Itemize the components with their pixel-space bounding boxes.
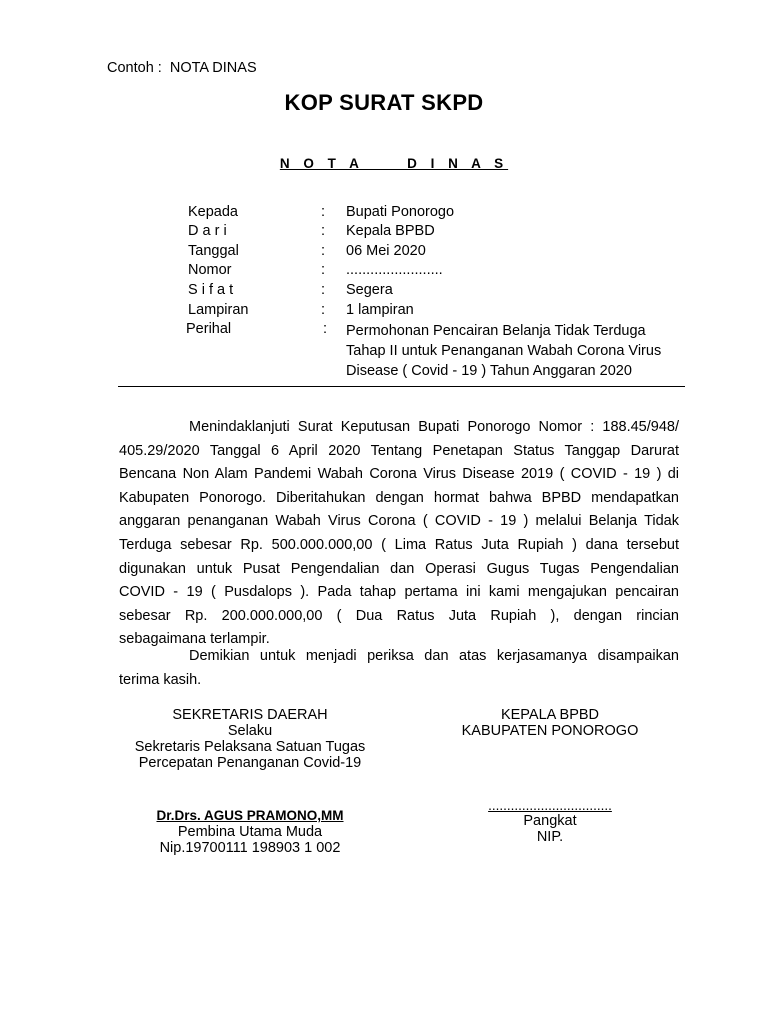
meta-colon: : <box>321 223 326 239</box>
meta-row-tanggal <box>0 243 768 263</box>
example-label: Contoh : NOTA DINAS <box>107 60 257 76</box>
signature-block-left <box>110 707 390 771</box>
meta-row-nomor <box>0 262 768 282</box>
meta-label: Kepada <box>188 204 238 220</box>
signatory-nip: Nip.19700111 198903 1 002 <box>159 840 341 856</box>
signatory-name: Dr.Drs. AGUS PRAMONO,MM <box>156 808 344 823</box>
signature-title-line: KABUPATEN PONOROGO <box>461 723 639 739</box>
meta-colon: : <box>321 302 326 318</box>
document-title <box>0 156 768 171</box>
body-paragraph-2 <box>119 645 679 692</box>
meta-label: D a r i <box>188 223 227 239</box>
body-paragraph-1 <box>119 416 679 652</box>
meta-label-perihal: Perihal <box>186 321 232 337</box>
paragraph-line: anggaran penanganan Wabah Virus Corona ( COVID - 19 ) melalui Belanja Tidak <box>119 513 679 530</box>
paragraph-line: COVID - 19 ( Pusdalops ). Pada tahap pertama ini kami mengajukan pencairan <box>119 584 679 601</box>
signature-block-right <box>410 707 690 739</box>
horizontal-divider <box>118 386 685 387</box>
meta-colon: : <box>323 321 328 337</box>
signatory-name-placeholder: ................................. <box>488 798 612 813</box>
perihal-line: Disease ( Covid - 19 ) Tahun Anggaran 2020 <box>346 363 632 379</box>
perihal-line: Permohonan Pencairan Belanja Tidak Terduga <box>346 323 646 339</box>
meta-colon: : <box>321 262 326 278</box>
paragraph-line: digunakan untuk Pusat Pengendalian dan Operasi Gugus Tugas Pengendalian <box>119 560 679 577</box>
paragraph-line: sebagaimana terlampir. <box>119 631 270 648</box>
signatory-details-right <box>410 813 690 845</box>
paragraph-line: Menindaklanjuti Surat Keputusan Bupati Ponorogo Nomor : 188.45/948/ <box>189 419 679 435</box>
meta-label: Lampiran <box>188 302 249 318</box>
signatory-rank: Pangkat <box>523 813 577 829</box>
meta-row-kepada <box>0 204 768 224</box>
paragraph-line: sebesar Rp. 200.000.000,00 ( Dua Ratus Juta Rupiah ), dengan rincian <box>119 607 679 624</box>
meta-value: 1 lampiran <box>346 302 414 318</box>
meta-value: Kepala BPBD <box>346 223 435 239</box>
signature-title-line: Selaku <box>227 723 273 739</box>
meta-label: S i f a t <box>188 282 234 298</box>
signatory-nip: NIP. <box>536 829 564 845</box>
signature-title-line: Percepatan Penanganan Covid-19 <box>138 755 362 771</box>
meta-value: ........................ <box>346 262 443 278</box>
letterhead-title: KOP SURAT SKPD <box>284 90 484 115</box>
meta-row-sifat <box>0 282 768 302</box>
meta-colon: : <box>321 282 326 298</box>
meta-value: 06 Mei 2020 <box>346 243 426 259</box>
signature-title-line: Sekretaris Pelaksana Satuan Tugas <box>134 739 366 755</box>
signatory-rank: Pembina Utama Muda <box>177 824 323 840</box>
meta-row-lampiran <box>0 302 768 322</box>
document-title-text: N O T A D I N A S <box>279 156 509 171</box>
signatory-details-left <box>110 824 390 856</box>
paragraph-line: Terduga sebesar Rp. 500.000.000,00 ( Lima Ratus Juta Rupiah ) dana tersebut <box>119 536 679 553</box>
meta-value-perihal <box>346 321 686 381</box>
meta-value: Segera <box>346 282 393 298</box>
paragraph-line: Demikian untuk menjadi periksa dan atas kerjasamanya disampaikan <box>189 648 679 664</box>
meta-colon: : <box>321 204 326 220</box>
meta-colon: : <box>321 243 326 259</box>
meta-label: Tanggal <box>188 243 239 259</box>
signature-title-line: SEKRETARIS DAERAH <box>172 707 328 723</box>
meta-label: Nomor <box>188 262 232 278</box>
perihal-line: Tahap II untuk Penanganan Wabah Corona Virus <box>346 343 662 359</box>
paragraph-line: Kabupaten Ponorogo. Diberitahukan dengan hormat bahwa BPBD mendapatkan <box>119 489 679 506</box>
paragraph-line: terima kasih. <box>119 671 202 688</box>
paragraph-line: Bencana Non Alam Pandemi Wabah Corona Virus Disease 2019 ( COVID - 19 ) di <box>119 466 679 483</box>
meta-row-dari <box>0 223 768 243</box>
meta-value: Bupati Ponorogo <box>346 204 455 220</box>
signature-title-line: KEPALA BPBD <box>500 707 600 723</box>
paragraph-line: 405.29/2020 Tanggal 6 April 2020 Tentang Penetapan Status Tanggap Darurat <box>119 442 679 459</box>
